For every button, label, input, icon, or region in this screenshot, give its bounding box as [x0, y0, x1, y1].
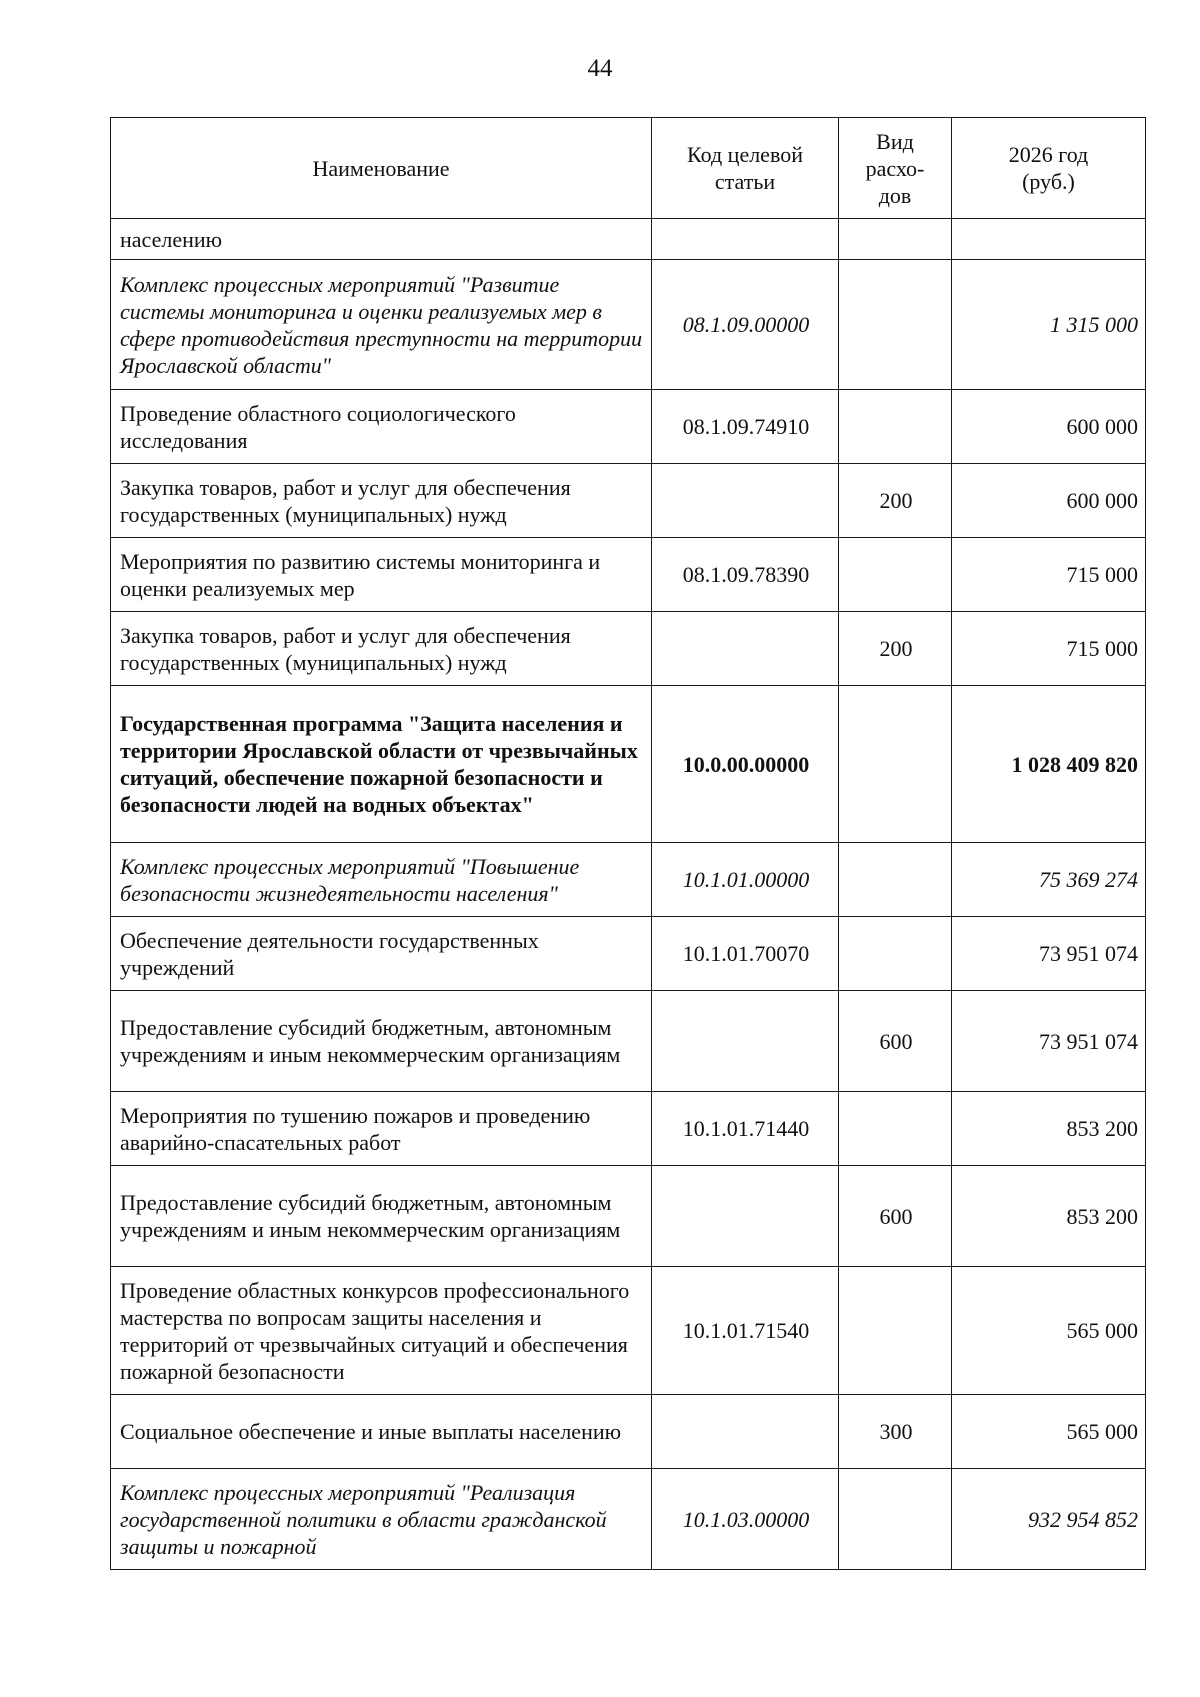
row-amount: 600 000 — [952, 464, 1146, 538]
table-row — [111, 1092, 1146, 1166]
table-row — [111, 260, 1146, 390]
table-row — [111, 464, 1146, 538]
header-code: Код целевой статьи — [652, 118, 839, 219]
table-header — [111, 118, 1146, 219]
row-name: Обеспечение деятельности государственных учреждений — [111, 917, 652, 991]
row-amount: 565 000 — [952, 1395, 1146, 1469]
row-kind — [839, 260, 952, 390]
row-code — [652, 612, 839, 686]
row-name: Закупка товаров, работ и услуг для обеспечения государственных (муниципальных) нужд — [111, 464, 652, 538]
row-code: 08.1.09.78390 — [652, 538, 839, 612]
row-kind — [839, 538, 952, 612]
row-name: Комплекс процессных мероприятий "Реализация государственной политики в области гражданской защиты и пожарной — [111, 1469, 652, 1570]
row-code: 08.1.09.00000 — [652, 260, 839, 390]
row-kind — [839, 390, 952, 464]
header-kind: Вид расхо-дов — [839, 118, 952, 219]
row-amount: 73 951 074 — [952, 917, 1146, 991]
row-code — [652, 1395, 839, 1469]
row-name: Закупка товаров, работ и услуг для обеспечения государственных (муниципальных) нужд — [111, 612, 652, 686]
budget-table — [110, 117, 1146, 1570]
row-code: 10.1.01.71540 — [652, 1267, 839, 1395]
table-row — [111, 538, 1146, 612]
row-amount: 715 000 — [952, 612, 1146, 686]
table-row — [111, 1267, 1146, 1395]
table-row — [111, 843, 1146, 917]
row-name: Проведение областных конкурсов профессионального мастерства по вопросам защиты населения и территорий от чрезвычайных ситуаций и обеспечения пожарной безопасности — [111, 1267, 652, 1395]
row-kind: 300 — [839, 1395, 952, 1469]
row-code — [652, 464, 839, 538]
row-kind: 200 — [839, 612, 952, 686]
row-name: Предоставление субсидий бюджетным, автономным учреждениям и иным некоммерческим организациям — [111, 1166, 652, 1267]
row-code: 10.1.01.71440 — [652, 1092, 839, 1166]
row-amount — [952, 219, 1146, 260]
row-amount: 75 369 274 — [952, 843, 1146, 917]
row-amount: 73 951 074 — [952, 991, 1146, 1092]
table-row — [111, 390, 1146, 464]
row-amount: 853 200 — [952, 1166, 1146, 1267]
table-row — [111, 991, 1146, 1092]
row-name: Проведение областного социологического исследования — [111, 390, 652, 464]
row-code: 08.1.09.74910 — [652, 390, 839, 464]
table-row — [111, 1166, 1146, 1267]
row-amount: 565 000 — [952, 1267, 1146, 1395]
row-code — [652, 1166, 839, 1267]
row-kind — [839, 219, 952, 260]
page-number: 44 — [587, 55, 613, 82]
row-kind — [839, 1469, 952, 1570]
row-name: населению — [111, 219, 652, 260]
table-row — [111, 917, 1146, 991]
row-code — [652, 991, 839, 1092]
row-name: Комплекс процессных мероприятий "Развитие системы мониторинга и оценки реализуемых мер в сфере противодействия преступности на территории Ярославской области" — [111, 260, 652, 390]
table-row — [111, 686, 1146, 843]
header-row — [111, 118, 1146, 219]
row-name: Социальное обеспечение и иные выплаты населению — [111, 1395, 652, 1469]
row-kind — [839, 1092, 952, 1166]
row-amount: 600 000 — [952, 390, 1146, 464]
row-kind: 600 — [839, 991, 952, 1092]
header-amount: 2026 год (руб.) — [952, 118, 1146, 219]
row-name: Мероприятия по развитию системы мониторинга и оценки реализуемых мер — [111, 538, 652, 612]
row-amount: 932 954 852 — [952, 1469, 1146, 1570]
row-kind: 200 — [839, 464, 952, 538]
header-name: Наименование — [111, 118, 652, 219]
row-amount: 1 315 000 — [952, 260, 1146, 390]
table-row — [111, 1469, 1146, 1570]
table-row — [111, 612, 1146, 686]
row-code: 10.1.03.00000 — [652, 1469, 839, 1570]
row-code: 10.0.00.00000 — [652, 686, 839, 843]
row-code — [652, 219, 839, 260]
table-row — [111, 1395, 1146, 1469]
row-kind: 600 — [839, 1166, 952, 1267]
row-amount: 715 000 — [952, 538, 1146, 612]
row-name: Комплекс процессных мероприятий "Повышение безопасности жизнедеятельности населения" — [111, 843, 652, 917]
row-kind — [839, 686, 952, 843]
row-name: Предоставление субсидий бюджетным, автономным учреждениям и иным некоммерческим организациям — [111, 991, 652, 1092]
row-kind — [839, 917, 952, 991]
row-kind — [839, 843, 952, 917]
row-name: Государственная программа "Защита населения и территории Ярославской области от чрезвычайных ситуаций, обеспечение пожарной безопасности и безопасности людей на водных объектах" — [111, 686, 652, 843]
row-code: 10.1.01.00000 — [652, 843, 839, 917]
row-code: 10.1.01.70070 — [652, 917, 839, 991]
row-name: Мероприятия по тушению пожаров и проведению аварийно-спасательных работ — [111, 1092, 652, 1166]
row-amount: 1 028 409 820 — [952, 686, 1146, 843]
table-row — [111, 219, 1146, 260]
row-amount: 853 200 — [952, 1092, 1146, 1166]
table-body — [111, 219, 1146, 1570]
row-kind — [839, 1267, 952, 1395]
